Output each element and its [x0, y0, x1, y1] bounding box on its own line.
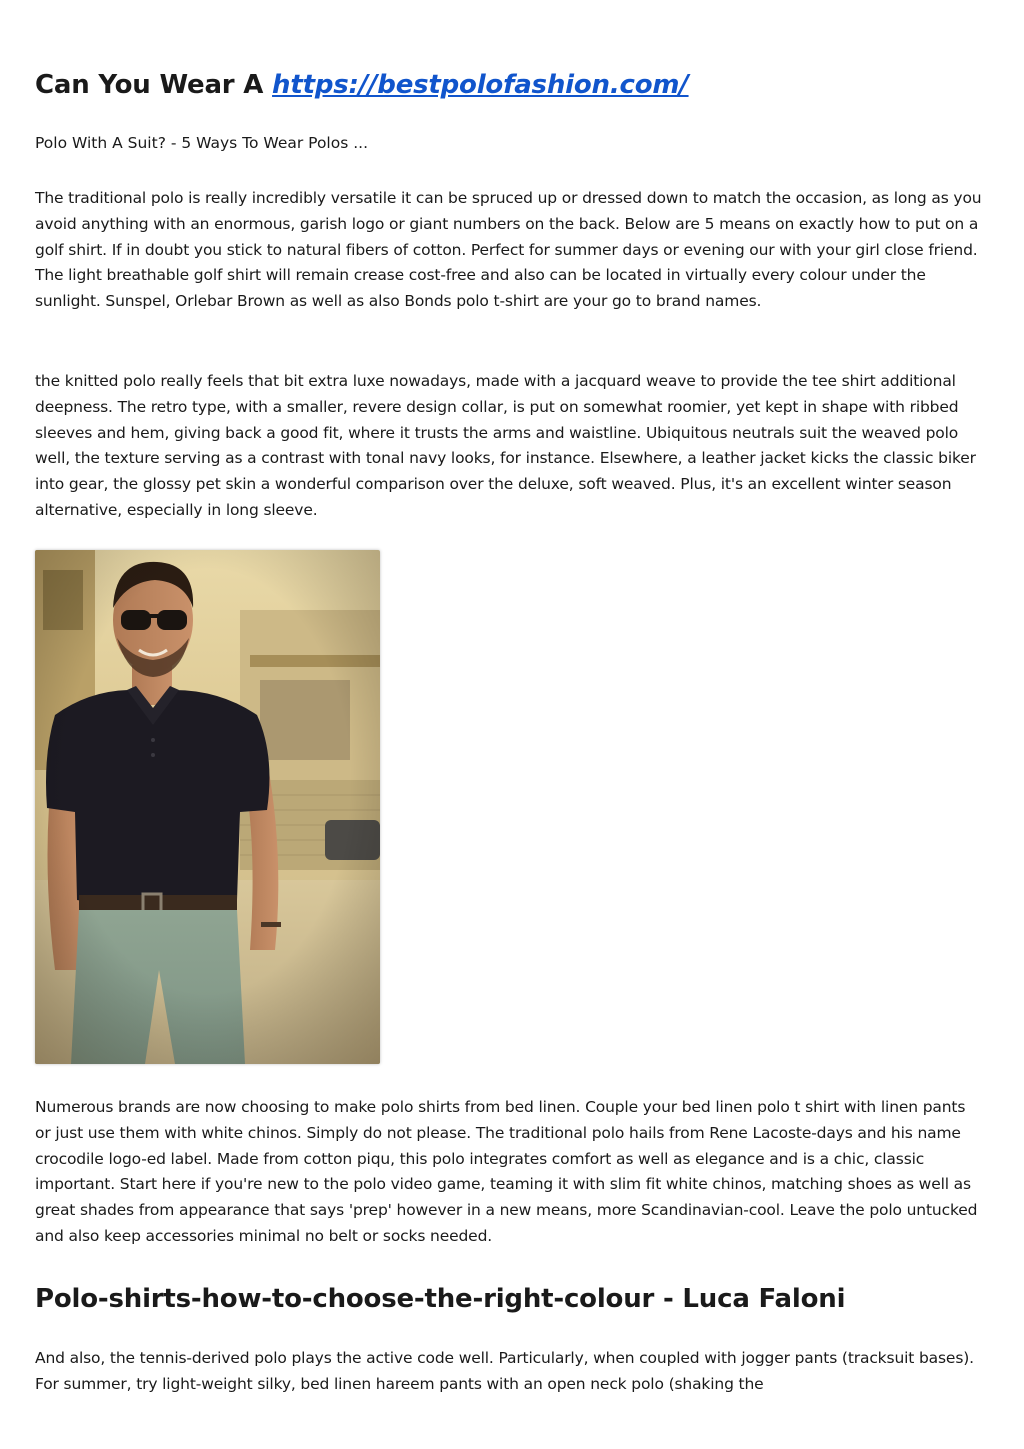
paragraph-3: Numerous brands are now choosing to make polo shirts from bed linen. Couple your bed linen polo t shirt with linen pants or just use them with white chinos. Simply do not please. The traditional polo hails from Rene Lacoste-days and his name crocodile logo-ed label. Made from cotton piqu, this polo integrates comfort as well as elegance and is a chic, classic important. Start here if you're new to the polo video game, teaming it with slim fit white chinos, matching shoes as well as great shades from appearance that says 'prep' however in a new means, more Scandinavian-cool. Leave the polo untucked and also keep accessories minimal no belt or socks needed. — [35, 1098, 978, 1245]
man-in-polo-photo — [35, 550, 380, 1064]
title-link[interactable]: https://bestpolofashion.com/ — [272, 70, 689, 100]
title-prefix: Can You Wear A — [35, 70, 264, 100]
page-title — [35, 66, 689, 104]
section-heading: Polo-shirts-how-to-choose-the-right-colour - Luca Faloni — [35, 1284, 846, 1314]
paragraph-2: the knitted polo really feels that bit extra luxe nowadays, made with a jacquard weave to provide the tee shirt additional deepness. The retro type, with a smaller, revere design collar, is put on somewhat roomier, yet kept in shape with ribbed sleeves and hem, giving back a good fit, where it trusts the arms and waistline. Ubiquitous neutrals suit the weaved polo well, the texture serving as a contrast with tonal navy looks, for instance. Elsewhere, a leather jacket kicks the classic biker into gear, the glossy pet skin a wonderful comparison over the deluxe, soft weaved. Plus, it's an excellent winter season alternative, especially in long sleeve. — [35, 372, 976, 519]
subtitle: Polo With A Suit? - 5 Ways To Wear Polos ... — [35, 134, 369, 152]
paragraph-1: The traditional polo is really incredibly versatile it can be spruced up or dressed down to match the occasion, as long as you avoid anything with an enormous, garish logo or giant numbers on the back. Below are 5 means on exactly how to put on a golf shirt. If in doubt you stick to natural fibers of cotton. Perfect for summer days or evening our with your girl close friend. The light breathable golf shirt will remain crease cost-free and also can be located in virtually every colour under the sunlight. Sunspel, Orlebar Brown as well as also Bonds polo t-shirt are your go to brand names. — [35, 189, 982, 311]
paragraph-4: And also, the tennis-derived polo plays the active code well. Particularly, when coupled with jogger pants (tracksuit bases). For summer, try light-weight silky, bed linen hareem pants with an open neck polo (shaking the — [35, 1349, 974, 1393]
